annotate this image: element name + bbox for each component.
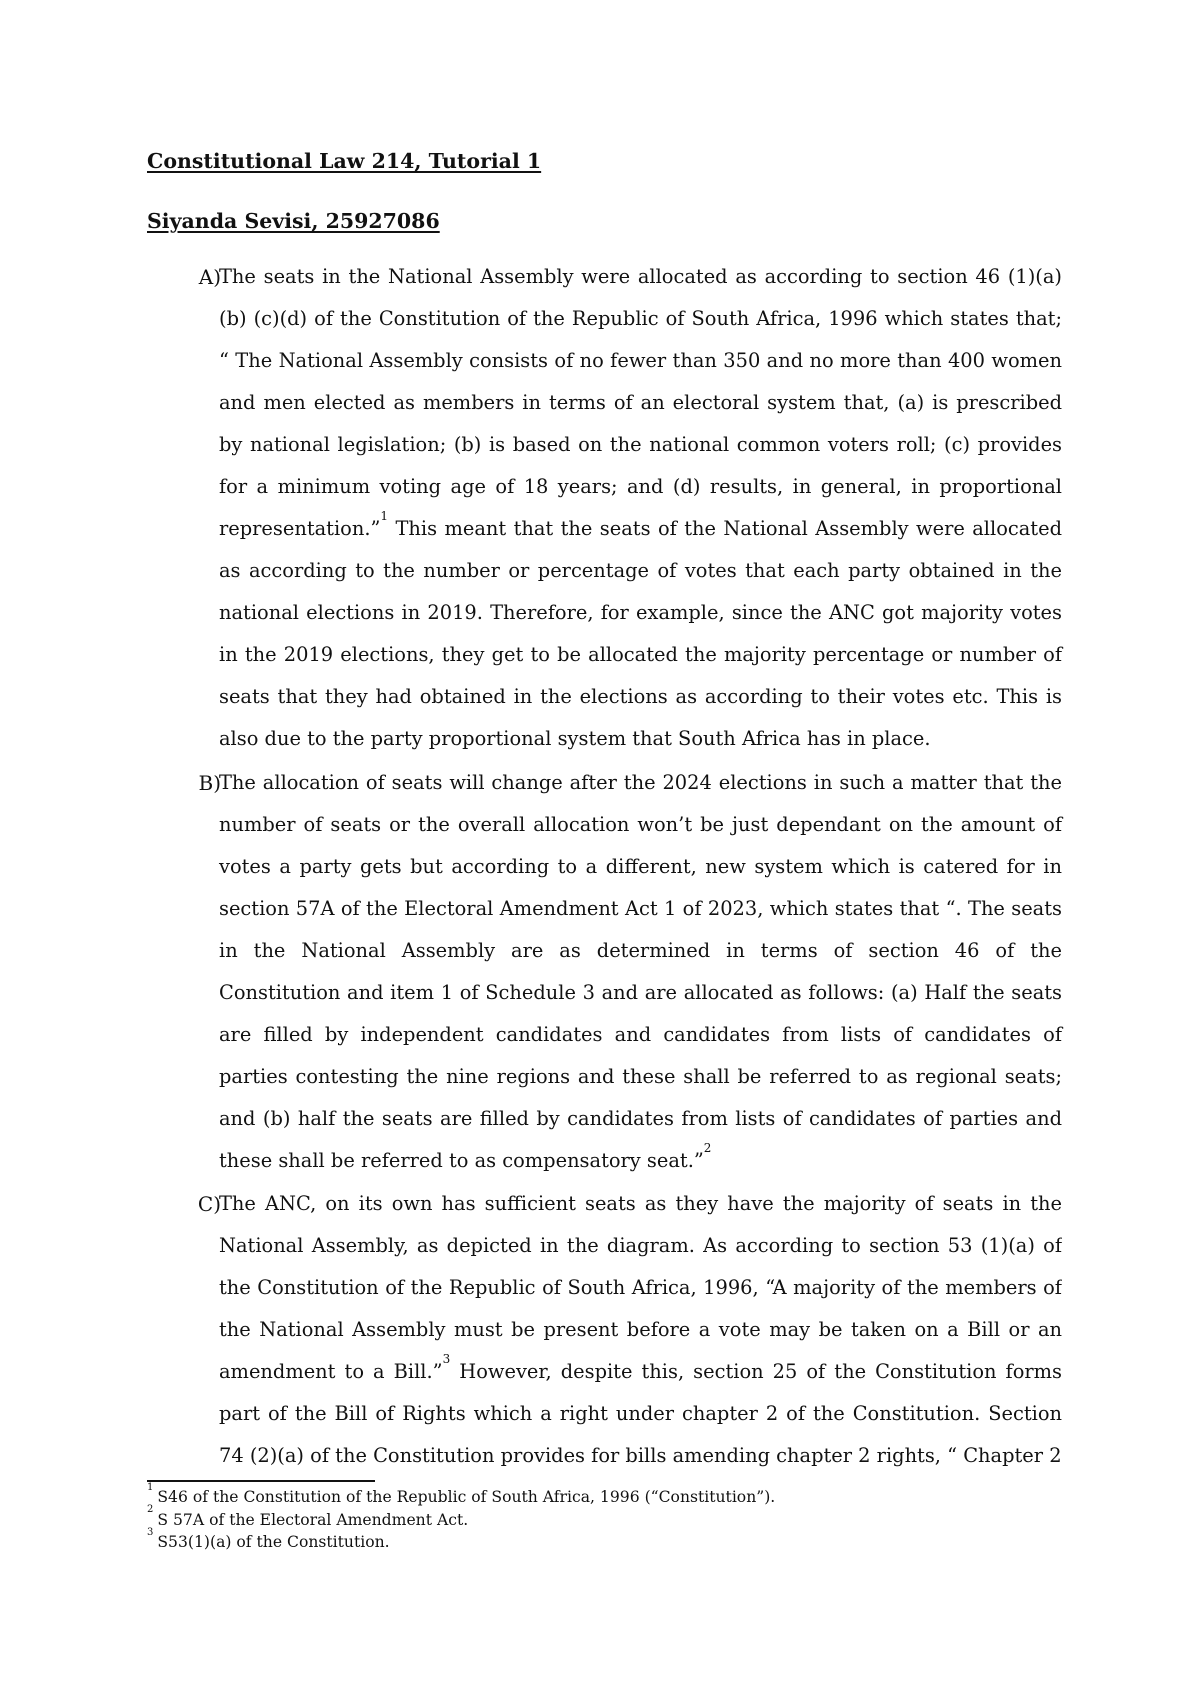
text-segment: The allocation of seats will change after the 2024 elections in such a matter that the number of seats or the overall allocation won’t be just dependant on the amount of votes a party gets but according to a different, new system which is catered for in section 57A of the Electoral Amendment Act 1 of 2023, which states that “. The seats in the National Assembly are as determined in terms of section 46 of the Constitution and item 1 of Schedule 3 and are allocated as follows: (a) Half the seats are filled by independent candidates and candidates from lists of candidates of parties contesting the nine regions and these shall be referred to as regional seats; and (b) half the seats are filled by candidates from lists of candidates of parties and these shall be referred to as compensatory seat.” xyxy=(219,771,1062,1172)
footnote-text: S 57A of the Electoral Amendment Act. xyxy=(157,1510,469,1529)
text-segment: This meant that the seats of the National Assembly were allocated as according to the number or percentage of votes that each party obtained in the national elections in 2019. Therefore, for example, since the ANC got majority votes in the 2019 elections, they get to be allocated the majority percentage or number of seats that they had obtained in the elections as according to their votes etc. This is also due to the party proportional system that South Africa has in place. xyxy=(219,517,1062,750)
list-item-a xyxy=(147,256,1062,760)
list-item-text xyxy=(219,1183,1062,1519)
footnote-reference: 2 xyxy=(703,1140,712,1155)
footnote-reference: 1 xyxy=(380,508,389,523)
document-title: Constitutional Law 214, Tutorial 1 xyxy=(147,149,542,173)
list-item-b xyxy=(147,762,1062,1182)
list-marker: B) xyxy=(198,771,221,795)
footnote-3 xyxy=(147,1526,1062,1554)
footnote-text: S53(1)(a) of the Constitution. xyxy=(157,1533,390,1551)
text-segment: The ANC, on its own has sufficient seats as they have the majority of seats in the National Assembly, as depicted in the diagram. As according to section 53 (1)(a) of the Constitution of the Republic of South Africa, 1996, “A majority of the members of the National Assembly must be present before a vote may be taken on a Bill or an amendment to a Bill.” xyxy=(219,1192,1062,1383)
text-segment: The seats in the National Assembly were allocated as according to section 46 (1)(a)(b) (c)(d) of the Constitution of the Republic of South Africa, 1996 which states that; “ The National Assembly consists of no fewer than 350 and no more than 400 women and men elected as members in terms of an electoral system that, (a) is prescribed by national legislation; (b) is based on the national common voters roll; (c) provides for a minimum voting age of 18 years; and (d) results, in general, in proportional representation.” xyxy=(219,265,1062,540)
text-segment: However, despite this, section 25 of the Constitution forms part of the Bill of Rights which a right under chapter 2 of the Constitution. Section 74 (2)(a) of the Constitution provides for bills amending chapter 2 rights, “ Chapter 2 xyxy=(219,1360,1062,1467)
list-marker: C) xyxy=(197,1192,221,1216)
author-line: Siyanda Sevisi, 25927086 xyxy=(147,209,440,233)
footnote-number: 1 xyxy=(147,1481,154,1493)
footnote-number: 2 xyxy=(147,1504,154,1516)
list-item-c xyxy=(147,1183,1062,1519)
footnotes xyxy=(147,1481,1062,1554)
list-item-text xyxy=(219,762,1062,1182)
footnote-separator xyxy=(147,1480,375,1482)
list-item-text xyxy=(219,256,1062,760)
footnote-text: S46 of the Constitution of the Republic of South Africa, 1996 (“Constitution”). xyxy=(157,1488,776,1506)
list-marker: A) xyxy=(198,265,221,289)
footnote-reference: 3 xyxy=(442,1351,451,1366)
footnote-1 xyxy=(147,1481,1062,1509)
footnote-number: 3 xyxy=(147,1526,154,1538)
footnote-2 xyxy=(147,1504,1062,1532)
